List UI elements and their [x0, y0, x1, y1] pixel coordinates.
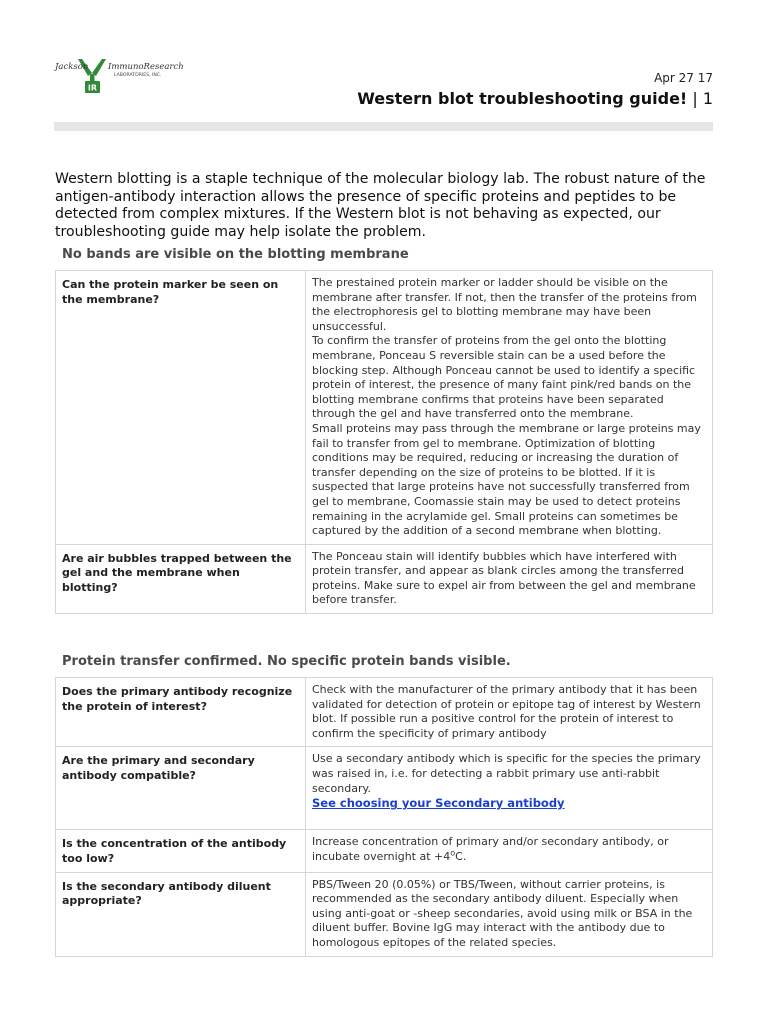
troubleshooting-table-transfer-confirmed: [55, 677, 713, 957]
question-cell: Is the secondary antibody diluent appropriate?: [56, 872, 306, 956]
answer-text-unit: C.: [455, 849, 467, 863]
answer-paragraph: The prestained protein marker or ladder should be visible on the membrane after transfer. If not, then the transfer of the proteins from the electrophoresis gel to blotting membrane may have been unsuccessful.: [312, 276, 697, 333]
question-cell: Can the protein marker be seen on the membrane?: [56, 271, 306, 545]
guide-title: Western blot troubleshooting guide!: [357, 89, 688, 108]
answer-text: Increase concentration of primary and/or secondary antibody, or incubate overnight at +4: [312, 835, 669, 863]
answer-cell: [306, 678, 713, 747]
table-row: [56, 544, 713, 613]
company-logo: [54, 57, 194, 97]
table-row: [56, 678, 713, 747]
table-row: [56, 747, 713, 830]
answer-cell: [306, 271, 713, 545]
header-divider: [54, 122, 713, 131]
question-cell: Are air bubbles trapped between the gel and the membrane when blotting?: [56, 544, 306, 613]
answer-paragraph: Use a secondary antibody which is specific for the species the primary was raised in, i.e. for detecting a rabbit primary use anti-rabbit secondary.: [312, 752, 701, 795]
answer-cell: [306, 747, 713, 830]
answer-paragraph: PBS/Tween 20 (0.05%) or TBS/Tween, without carrier proteins, is recommended as the secondary antibody diluent. Especially when using anti-goat or -sheep secondaries, avoid using milk or BSA in the diluent buffer. Bovine IgG may interact with the antibody due to homologous epitopes of the related species.: [312, 877, 693, 949]
question-cell: Are the primary and secondary antibody compatible?: [56, 747, 306, 830]
answer-cell: [306, 830, 713, 872]
answer-paragraph: Check with the manufacturer of the primary antibody that it has been validated for detection of protein or epitope tag of interest by Western blot. If possible run a positive control for the protein of interest to confirm the specificity of primary antibody: [312, 683, 701, 740]
answer-paragraph: To confirm the transfer of proteins from the gel onto the blotting membrane, Ponceau S reversible stain can be a used before the blocking step. Although Ponceau cannot be used to identify a specific protein of interest, the presence of many faint pink/red bands on the blotting membrane confirms that proteins have been separated through the gel and have transferred onto the membrane.: [312, 334, 696, 421]
answer-cell: [306, 872, 713, 956]
secondary-antibody-link[interactable]: See choosing your Secondary antibody: [312, 796, 565, 811]
document-date: Apr 27 17: [654, 71, 713, 85]
question-cell: Does the primary antibody recognize the protein of interest?: [56, 678, 306, 747]
svg-text:Jackson: Jackson: [55, 62, 89, 72]
question-cell: Is the concentration of the antibody too low?: [56, 830, 306, 872]
svg-text:LABORATORIES, INC.: LABORATORIES, INC.: [114, 73, 162, 78]
troubleshooting-table-no-bands: [55, 270, 713, 614]
answer-paragraph: Small proteins may pass through the membrane or large proteins may fail to transfer from gel to membrane. Optimization of blotting conditions may be required, reducing or increasing the duration of transfer depending on the size of proteins to be blotted. If it is suspected that large proteins have not successfully transferred from gel to membrane, Coomassie stain may be used to detect proteins remaining in the acrylamide gel. Small proteins can sometimes be captured by the addition of a second membrane when blotting.: [312, 421, 701, 538]
table-row: [56, 830, 713, 872]
degree-symbol: o: [450, 848, 456, 858]
table-row: [56, 271, 713, 545]
answer-cell: [306, 544, 713, 613]
svg-text:ImmunoResearch: ImmunoResearch: [108, 62, 184, 72]
page-number: 1: [702, 89, 713, 108]
page-title: [357, 89, 713, 108]
table-row: [56, 872, 713, 956]
svg-text:IR: IR: [87, 83, 98, 93]
section-heading-no-bands: No bands are visible on the blotting membrane: [62, 247, 409, 262]
answer-paragraph: The Ponceau stain will identify bubbles which have interfered with protein transfer, and appear as blank circles among the transferred proteins. Make sure to expel air from between the gel and membrane before transfer.: [312, 549, 696, 607]
section-heading-transfer-confirmed: Protein transfer confirmed. No specific protein bands visible.: [62, 654, 511, 669]
intro-paragraph: Western blotting is a staple technique of the molecular biology lab. The robust nature of the antigen-antibody interaction allows the presence of specific proteins and peptides to be detected from complex mixtures. If the Western blot is not behaving as expected, our troubleshooting guide may help isolate the problem.: [55, 171, 706, 240]
title-separator: |: [692, 89, 698, 108]
